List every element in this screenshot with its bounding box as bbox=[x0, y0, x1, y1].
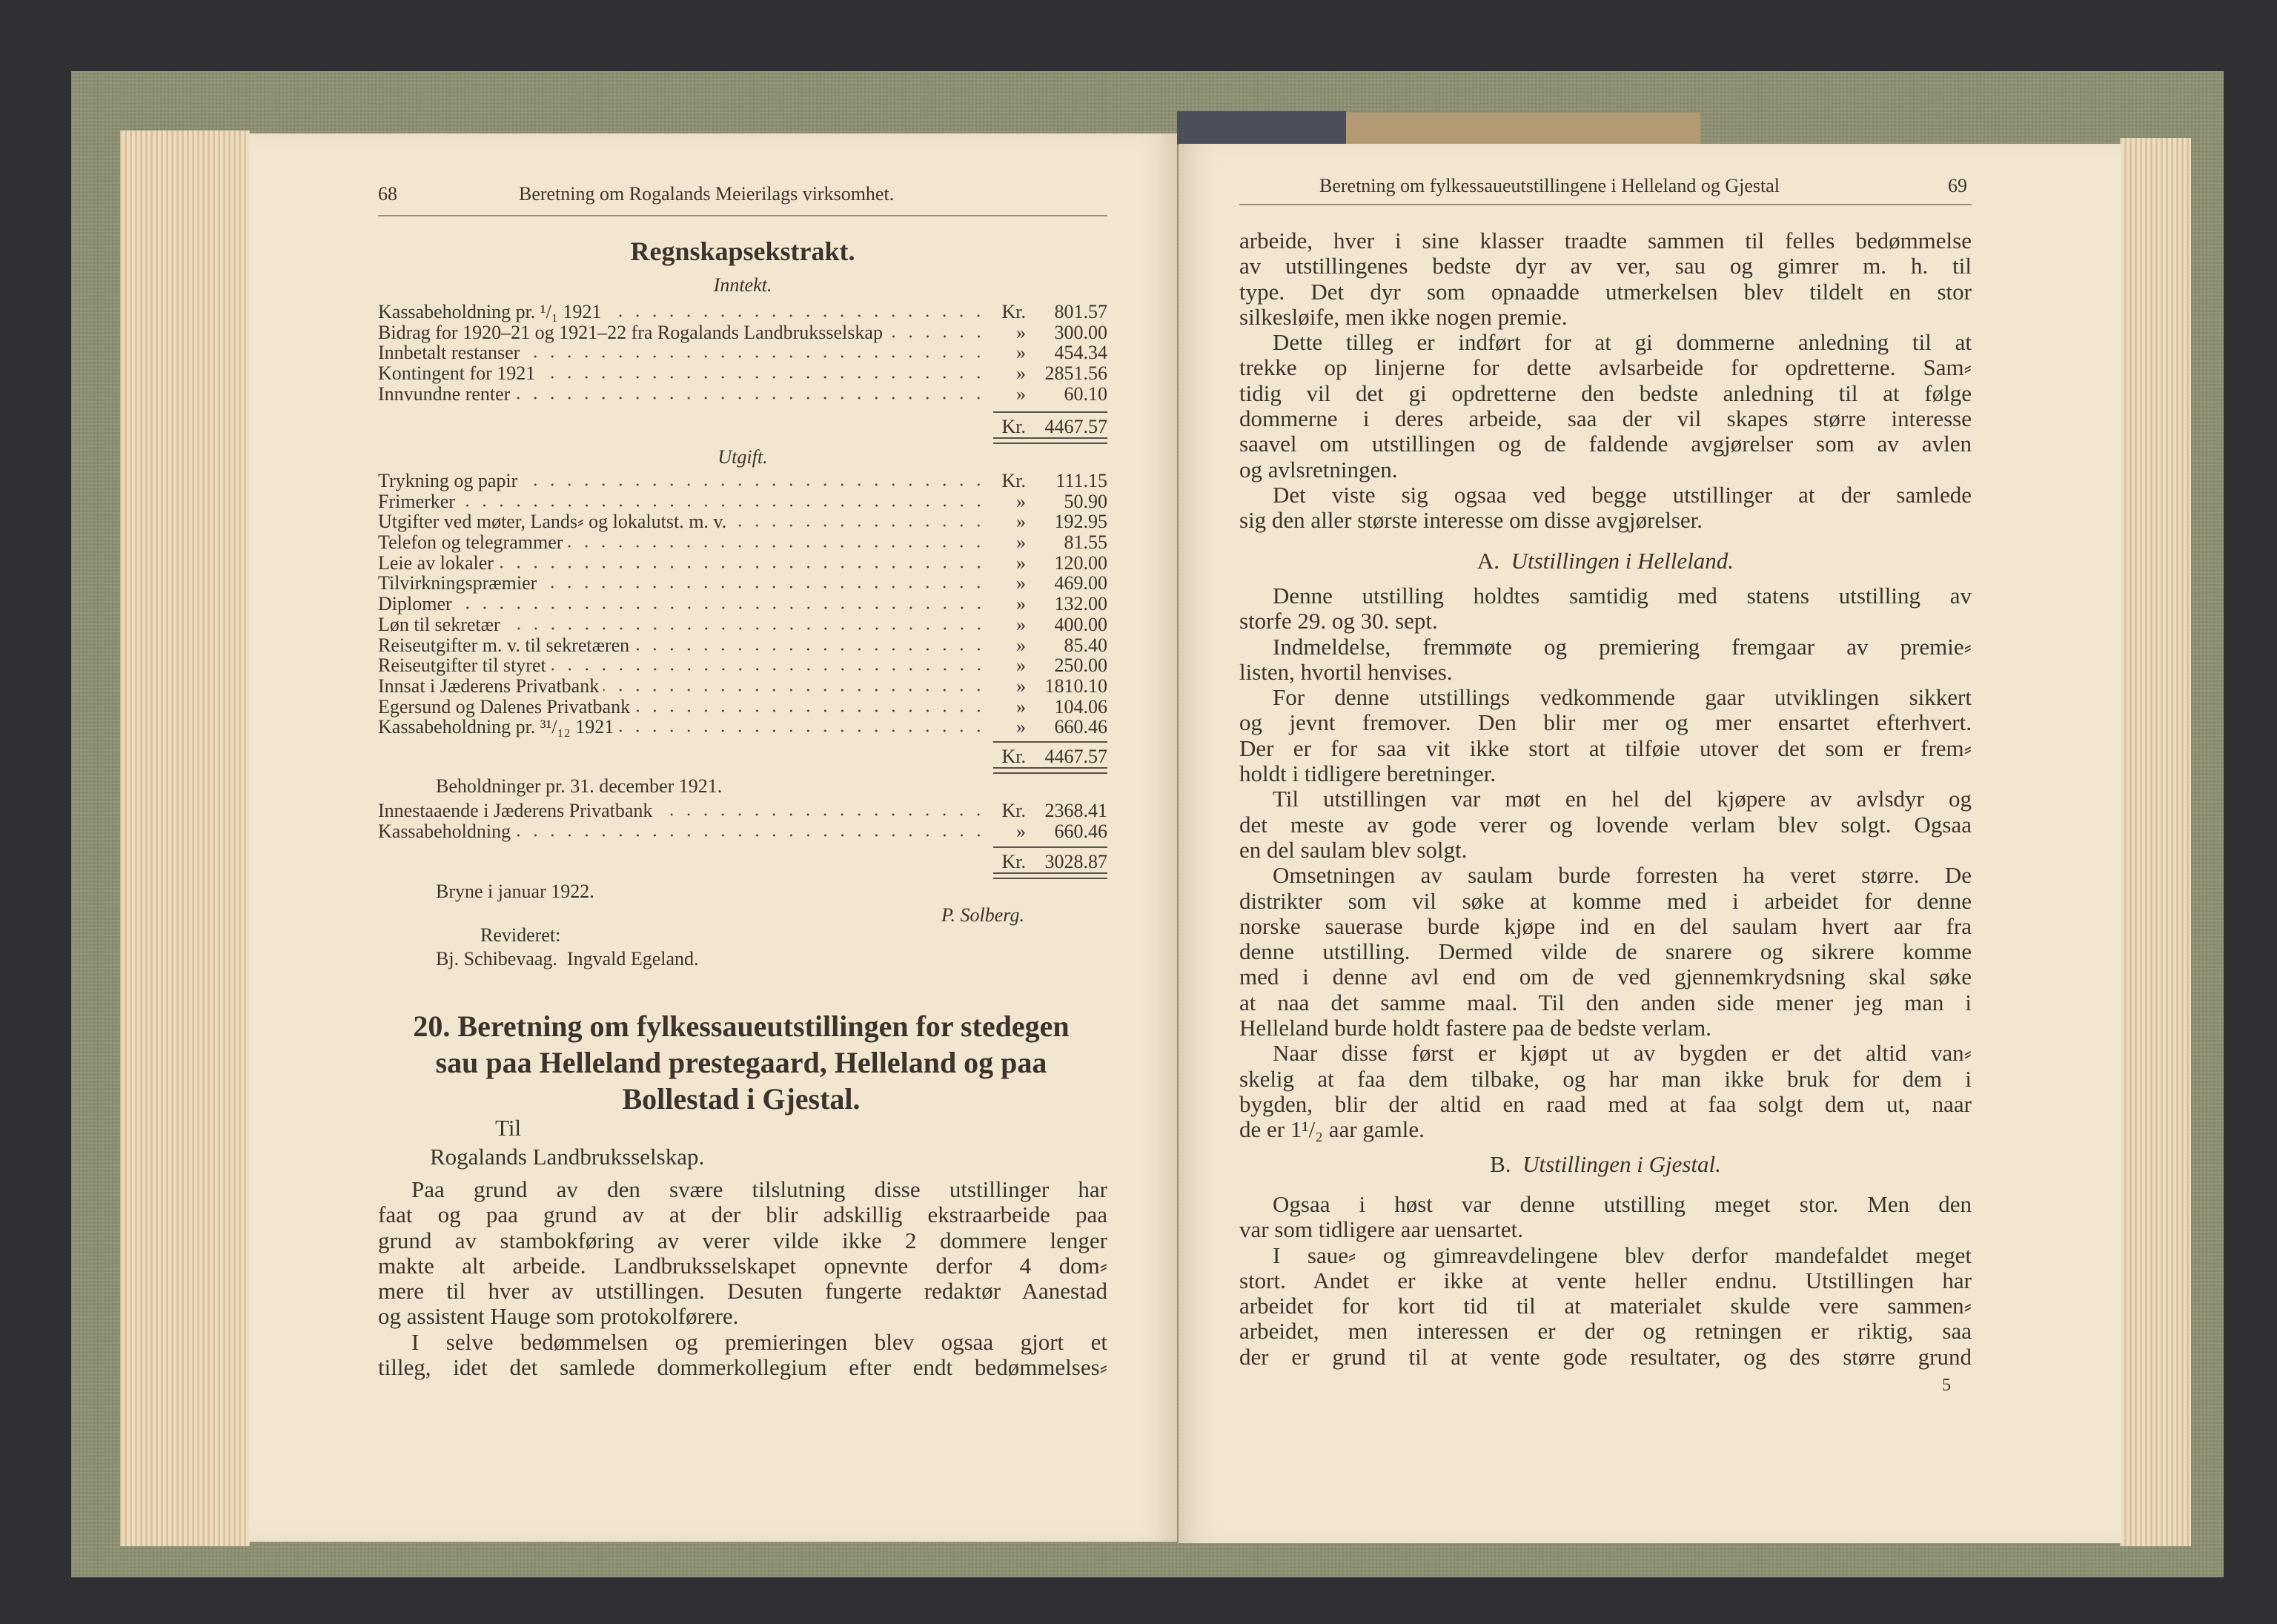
leader-dots bbox=[634, 709, 987, 713]
text-line: Indmeldelse, fremmøte og premiering fremgaar av premie⸗ bbox=[1273, 633, 1972, 660]
table-row bbox=[378, 491, 1107, 512]
table-row bbox=[378, 821, 1107, 842]
leader-dots bbox=[522, 483, 987, 487]
table-row bbox=[378, 676, 1107, 697]
holdings-table bbox=[378, 801, 1107, 841]
text-line: makte alt arbeide. Landbruksselskapet opnevnte derfor 4 dom⸗ bbox=[378, 1252, 1107, 1279]
row-label: Frimerker bbox=[378, 490, 455, 512]
salutation-to: Til bbox=[495, 1115, 522, 1141]
text-line: Denne utstilling holdtes samtidig med statens utstilling av bbox=[1273, 583, 1972, 609]
account-title: Regnskapsekstrakt. bbox=[630, 236, 855, 266]
row-label: Utgifter ved møter, Lands⸗ og lokalutst. m. v. bbox=[378, 511, 727, 533]
table-row bbox=[378, 532, 1107, 553]
text-line: Omsetningen av saulam burde forresten ha veret større. De bbox=[1273, 862, 1972, 889]
table-row bbox=[378, 302, 1107, 322]
text-line: storfe 29. og 30. sept. bbox=[1239, 608, 1438, 634]
text-line: Helleland burde holdt fastere paa de bedste verlam. bbox=[1239, 1015, 1711, 1041]
text-line: dommerne i deres arbeide, saa der vil skapes større interesse bbox=[1239, 405, 1972, 432]
row-label: Innestaaende i Jæderens Privatbank bbox=[378, 800, 653, 821]
leader-dots bbox=[551, 667, 987, 672]
row-unit: » bbox=[1016, 362, 1026, 385]
text-line: For denne utstillings vedkommende gaar utviklingen sikkert bbox=[1273, 684, 1972, 711]
row-label: Telefon og telegrammer bbox=[378, 531, 563, 554]
text-line: arbeidet for kort tid til at materialet skulde vere sammen⸗ bbox=[1239, 1293, 1972, 1319]
row-amount: 469.00 bbox=[1054, 572, 1107, 594]
row-unit: » bbox=[1016, 634, 1026, 656]
row-label: Diplomer bbox=[378, 593, 452, 615]
leader-dots bbox=[457, 606, 987, 610]
text-line: sig den aller største interesse om disse avgjørelser. bbox=[1239, 507, 1703, 534]
row-amount: 50.90 bbox=[1064, 490, 1107, 512]
income-label: Inntekt. bbox=[713, 274, 772, 296]
text-line: type. Det dyr som opnaadde utmerkelsen blev tildelt en stor bbox=[1239, 278, 1972, 305]
expense-total bbox=[378, 742, 1107, 772]
table-row bbox=[378, 717, 1107, 738]
row-amount: 111.15 bbox=[1055, 470, 1107, 491]
section-a-text bbox=[1239, 583, 1972, 1143]
spine-label bbox=[1346, 113, 1700, 145]
text-line: holdt i tidligere beretninger. bbox=[1239, 760, 1497, 787]
table-row bbox=[378, 471, 1107, 491]
table-row bbox=[378, 801, 1107, 821]
row-unit: » bbox=[1016, 551, 1026, 574]
income-total-amount: 4467.57 bbox=[1044, 416, 1107, 437]
expense-label: Utgift. bbox=[717, 446, 768, 468]
text-line: og avlsretningen. bbox=[1239, 456, 1398, 483]
text-line: av utstillingenes bedste dyr av ver, sau og gimrer m. h. til bbox=[1239, 253, 1972, 279]
text-line: listen, hvortil henvises. bbox=[1239, 658, 1453, 685]
row-label: Innvundne renter bbox=[378, 382, 511, 405]
leader-dots bbox=[731, 523, 987, 528]
row-amount: 454.34 bbox=[1054, 342, 1107, 364]
leader-dots bbox=[541, 585, 987, 589]
row-label: Kontingent for 1921 bbox=[378, 362, 536, 385]
text-line: Til utstillingen var møt en hel del kjøpere av avlsdyr og bbox=[1273, 786, 1972, 812]
text-line: I selve bedømmelsen og premieringen blev ogsaa gjort et bbox=[411, 1328, 1107, 1355]
row-amount: 192.95 bbox=[1054, 511, 1107, 533]
leader-dots bbox=[498, 565, 987, 569]
row-label: Reiseutgifter til styret bbox=[378, 654, 546, 677]
table-row bbox=[378, 553, 1107, 574]
row-amount: 660.46 bbox=[1054, 716, 1107, 738]
row-unit: Kr. bbox=[1001, 470, 1026, 491]
row-label: Bidrag for 1920–21 og 1921–22 fra Rogalands Landbruksselskap bbox=[378, 321, 883, 343]
table-row bbox=[378, 322, 1107, 343]
text-line: Det viste sig ogsaa ved begge utstillinger at der samlede bbox=[1273, 481, 1972, 508]
text-line: stort. Andet er ikke at vente heller endnu. Utstillingen har bbox=[1239, 1267, 1972, 1293]
row-amount: 660.46 bbox=[1054, 820, 1107, 842]
text-line: skelig at faa dem tilbake, og har man ikke bruk for dem i bbox=[1239, 1065, 1972, 1092]
row-label: Løn til sekretær bbox=[378, 613, 500, 635]
leader-dots bbox=[618, 729, 987, 733]
text-line: silkesløife, men ikke nogen premie. bbox=[1239, 303, 1568, 330]
page-number-right: 69 bbox=[1948, 175, 1967, 196]
text-line: og assistent Hauge som protokolførere. bbox=[378, 1303, 739, 1330]
row-unit: » bbox=[1016, 613, 1026, 635]
salutation-name: Rogalands Landbruksselskap. bbox=[430, 1144, 705, 1170]
income-total-unit: Kr. bbox=[1001, 416, 1026, 437]
row-unit: » bbox=[1016, 531, 1026, 554]
leader-dots bbox=[567, 544, 987, 548]
running-head-right: Beretning om fylkessaueutstillingene i Helleland og Gjestal bbox=[1319, 175, 1780, 196]
left-body-text bbox=[378, 1177, 1107, 1380]
row-unit: » bbox=[1016, 716, 1026, 738]
table-row bbox=[378, 697, 1107, 717]
text-line: tidig vil det gi opdretterne den bedste anledning til at følge bbox=[1239, 380, 1972, 406]
signature-mark: 5 bbox=[1942, 1376, 1951, 1395]
leader-dots bbox=[634, 647, 987, 652]
expense-total-amount: 4467.57 bbox=[1044, 746, 1107, 767]
leader-dots bbox=[505, 626, 987, 631]
page-edges-left bbox=[120, 130, 250, 1546]
text-line: bygden, blir der altid en raad med at faa solgt dem ut, naar bbox=[1239, 1090, 1972, 1117]
row-label: Trykning og papir bbox=[378, 470, 518, 491]
leader-dots bbox=[606, 314, 987, 318]
text-line: Naar disse først er kjøpt ut av bygden er det altid van⸗ bbox=[1273, 1040, 1972, 1067]
table-row bbox=[378, 594, 1107, 614]
page-edges-right bbox=[2120, 138, 2191, 1546]
section-b-text bbox=[1239, 1192, 1972, 1370]
section-b-title: Utstillingen i Gjestal. bbox=[1522, 1151, 1721, 1177]
expense-table bbox=[378, 471, 1107, 738]
leader-dots bbox=[514, 396, 987, 400]
row-unit: Kr. bbox=[1001, 301, 1026, 322]
row-unit: » bbox=[1016, 820, 1026, 842]
income-total bbox=[378, 412, 1107, 442]
spine-patch bbox=[1177, 111, 1346, 145]
auditors: Bj. Schibevaag. Ingvald Egeland. bbox=[436, 948, 699, 970]
table-row bbox=[378, 635, 1107, 656]
row-amount: 120.00 bbox=[1054, 551, 1107, 574]
row-label: Reiseutgifter m. v. til sekretæren bbox=[378, 634, 630, 656]
leader-dots bbox=[540, 375, 987, 380]
section-b-letter: B. bbox=[1490, 1151, 1511, 1177]
row-amount: 60.10 bbox=[1064, 382, 1107, 405]
audited-label: Revideret: bbox=[480, 924, 561, 946]
row-unit: » bbox=[1016, 572, 1026, 594]
running-head-left: Beretning om Rogalands Meierilags virksomhet. bbox=[519, 183, 895, 205]
section-b-heading bbox=[1239, 1151, 1972, 1178]
text-line: at naa det samme maal. Til den anden side mener jeg man i bbox=[1239, 989, 1972, 1015]
row-amount: 104.06 bbox=[1054, 695, 1107, 717]
header-rule-right bbox=[1239, 204, 1972, 205]
text-line: Der er for saa vit ikke stort at tilføie utover det som er frem⸗ bbox=[1239, 735, 1972, 761]
holdings-total-amount: 3028.87 bbox=[1044, 851, 1107, 872]
expense-total-unit: Kr. bbox=[1001, 746, 1026, 767]
text-line: Paa grund av den svære tilslutning disse utstillinger har bbox=[411, 1176, 1107, 1202]
text-line: mere til hver av utstillingen. Desuten fungerte redaktør Aanestad bbox=[378, 1278, 1107, 1305]
leader-dots bbox=[887, 334, 987, 339]
table-row bbox=[378, 614, 1107, 635]
text-line: der er grund til at vente gode resultater, og des større grund bbox=[1239, 1343, 1972, 1370]
row-unit: » bbox=[1016, 593, 1026, 615]
signature: P. Solberg. bbox=[941, 904, 1024, 926]
text-line: faat og paa grund av at der blir adskillig ekstraarbeide paa bbox=[378, 1202, 1107, 1228]
row-amount: 250.00 bbox=[1054, 654, 1107, 677]
row-amount: 2851.56 bbox=[1044, 362, 1107, 385]
leader-dots bbox=[657, 812, 987, 817]
text-line: en del saulam blev solgt. bbox=[1239, 836, 1468, 863]
table-row bbox=[378, 363, 1107, 384]
row-label: Innbetalt restanser bbox=[378, 342, 520, 364]
leader-dots bbox=[524, 354, 987, 359]
income-table bbox=[378, 302, 1107, 404]
holdings-label: Beholdninger pr. 31. december 1921. bbox=[436, 775, 723, 797]
text-line: distrikter som vil søke at komme med i arbeidet for denne bbox=[1239, 887, 1972, 914]
text-line: Dette tilleg er indført for at gi dommerne anledning til at bbox=[1273, 329, 1972, 356]
section-a-heading bbox=[1239, 548, 1972, 574]
row-unit: » bbox=[1016, 695, 1026, 717]
row-amount: 300.00 bbox=[1054, 321, 1107, 343]
text-line: arbeidet, men interessen er der og retningen er riktig, saa bbox=[1239, 1318, 1972, 1345]
row-label: Kassabeholdning pr. ³¹/₁₂ 1921 bbox=[378, 716, 614, 738]
section-heading bbox=[371, 1008, 1112, 1117]
row-amount: 132.00 bbox=[1054, 593, 1107, 615]
row-unit: » bbox=[1016, 321, 1026, 343]
row-unit: » bbox=[1016, 675, 1026, 697]
section-heading-line: sau paa Helleland prestegaard, Helleland og paa bbox=[435, 1046, 1047, 1079]
text-line: trekke op linjerne for dette avlsarbeide for opdretterne. Sam⸗ bbox=[1239, 354, 1972, 381]
row-amount: 400.00 bbox=[1054, 613, 1107, 635]
page-number-left: 68 bbox=[378, 183, 397, 205]
row-label: Kassabeholdning bbox=[378, 820, 511, 842]
row-label: Leie av lokaler bbox=[378, 551, 494, 574]
row-amount: 2368.41 bbox=[1044, 800, 1107, 821]
text-line: I saue⸗ og gimreavdelingene blev derfor mandefaldet meget bbox=[1273, 1242, 1972, 1268]
row-unit: » bbox=[1016, 342, 1026, 364]
text-line: saavel om utstillingen og de faldende avgjørelser som av avlen bbox=[1239, 431, 1972, 457]
right-intro-text bbox=[1239, 228, 1972, 534]
text-line: var som tidligere aar uensartet. bbox=[1239, 1216, 1524, 1243]
row-amount: 81.55 bbox=[1064, 531, 1107, 554]
header-rule-left bbox=[378, 215, 1107, 216]
row-unit: » bbox=[1016, 382, 1026, 405]
row-label: Innsat i Jæderens Privatbank bbox=[378, 675, 600, 697]
row-unit: » bbox=[1016, 511, 1026, 533]
text-line: med i denne avl end om de ved gjennemkrydsning skal søke bbox=[1239, 964, 1972, 990]
table-row bbox=[378, 655, 1107, 676]
table-row bbox=[378, 511, 1107, 532]
table-row bbox=[378, 384, 1107, 405]
place-date: Bryne i januar 1922. bbox=[436, 881, 594, 902]
leader-dots bbox=[603, 688, 987, 692]
row-unit: » bbox=[1016, 654, 1026, 677]
row-amount: 85.40 bbox=[1064, 634, 1107, 656]
row-amount: 1810.10 bbox=[1044, 675, 1107, 697]
table-row bbox=[378, 573, 1107, 594]
text-line: denne utstilling. Dermed vilde de snarere og sikrere komme bbox=[1239, 938, 1972, 965]
row-unit: » bbox=[1016, 490, 1026, 512]
row-amount: 801.57 bbox=[1054, 301, 1107, 322]
leader-dots bbox=[460, 503, 987, 508]
text-line: det meste av gode verer og lovende verlam blev solgt. Ogsaa bbox=[1239, 811, 1972, 838]
holdings-total bbox=[378, 847, 1107, 877]
table-row bbox=[378, 342, 1107, 363]
holdings-total-unit: Kr. bbox=[1001, 851, 1026, 872]
text-line: grund av stambokføring av verer vilde ikke 2 dommere lenger bbox=[378, 1227, 1107, 1253]
section-a-letter: A. bbox=[1476, 548, 1500, 574]
text-line: og jevnt fremover. Den blir mer og mer ensartet efterhvert. bbox=[1239, 709, 1972, 736]
row-unit: Kr. bbox=[1001, 800, 1026, 821]
text-line: tilleg, idet det samlede dommerkollegium efter endt bedømmelses⸗ bbox=[378, 1354, 1107, 1381]
section-a-title: Utstillingen i Helleland. bbox=[1511, 548, 1734, 574]
row-label: Kassabeholdning pr. ¹/₁ 1921 bbox=[378, 301, 602, 322]
row-label: Tilvirkningspræmier bbox=[378, 572, 537, 594]
leader-dots bbox=[515, 833, 987, 838]
row-label: Egersund og Dalenes Privatbank bbox=[378, 695, 631, 717]
text-line: norske sauerase burde kjøpe ind en del saulam hvert aar fra bbox=[1239, 912, 1972, 939]
text-line: arbeide, hver i sine klasser traadte sammen til felles bedømmelse bbox=[1239, 228, 1972, 253]
text-line: de er 1¹/₂ aar gamle. bbox=[1239, 1116, 1425, 1143]
section-heading-line: Bollestad i Gjestal. bbox=[622, 1082, 861, 1116]
text-line: Ogsaa i høst var denne utstilling meget stor. Men den bbox=[1273, 1191, 1972, 1217]
section-heading-line: 20. Beretning om fylkessaueutstillingen for stedegen bbox=[413, 1010, 1070, 1043]
